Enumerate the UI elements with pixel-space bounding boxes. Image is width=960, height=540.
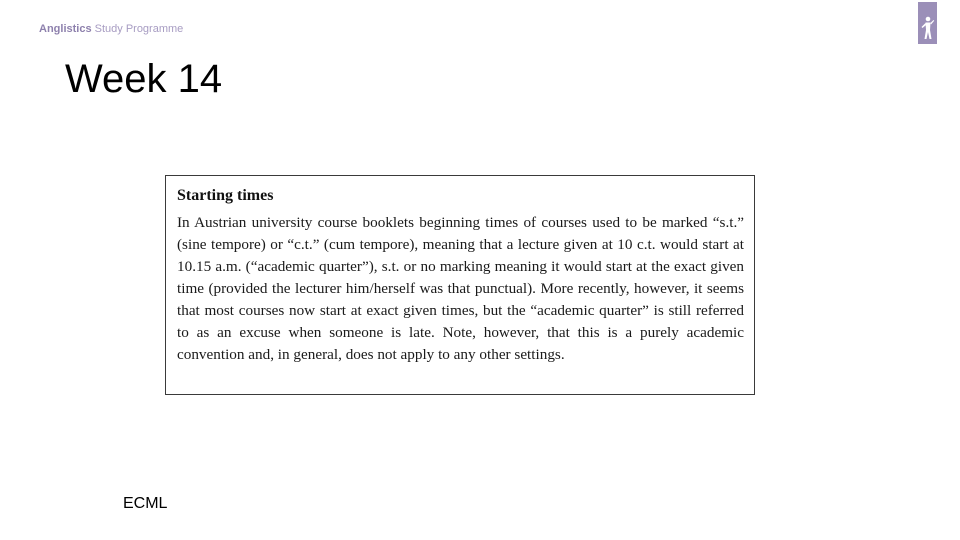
box-body-text: In Austrian university course booklets beginning times of courses used to be marked “s.t.” (sine tempore) or “c.t.” (cum tempore), meaning that a lecture given at 10 c.t. would start at 10.15 a.m. (“academic quarter”), s.t. or no marking meaning it would start at the exact given time (provided the lecturer him/herself was that punctual). More recently, however, it seems that most courses now start at exact given times, but the “academic quarter” is still referred to as an excuse when someone is late. Note, however, that this is a purely academic convention and, in general, does not apply to any other settings. — [177, 214, 744, 363]
programme-header — [39, 23, 183, 35]
footer-label: ECML — [123, 495, 168, 512]
programme-name-bold: Anglistics — [39, 23, 92, 35]
university-figure-logo-icon — [918, 2, 937, 44]
programme-name-rest: Study Programme — [91, 23, 184, 35]
starting-times-box — [165, 175, 755, 395]
box-heading: Starting times — [177, 187, 274, 204]
page-title: Week 14 — [65, 57, 223, 101]
